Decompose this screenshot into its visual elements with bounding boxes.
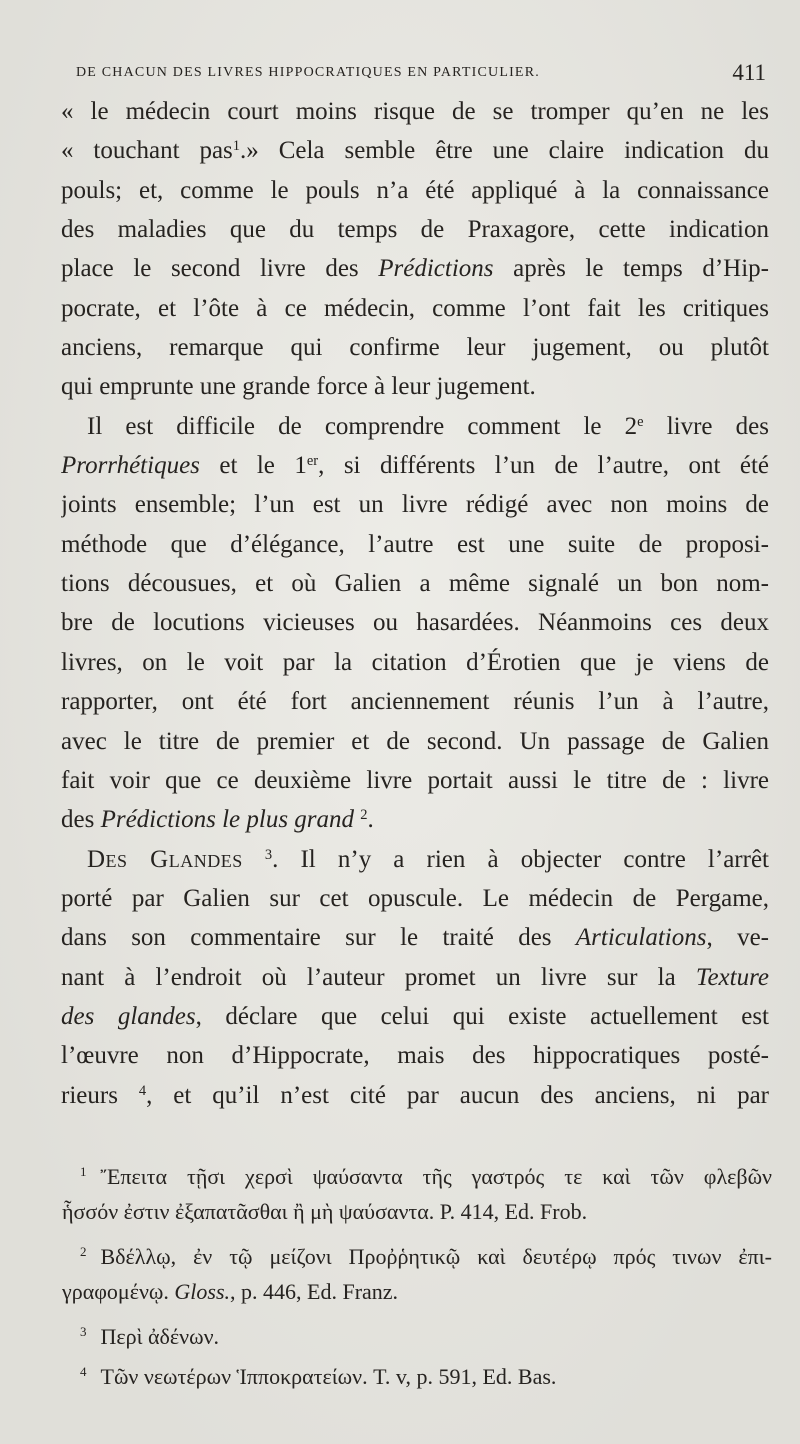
running-title: DE CHACUN DES LIVRES HIPPOCRATIQUES EN PARTICULIER. [76, 65, 540, 80]
text-line: « touchant pas$^1$.» Cela semble être une claire indication du [61, 137, 769, 165]
footnote-line [74, 1232, 772, 1272]
footnote-line [74, 1312, 772, 1352]
footnote-number: 2 [80, 1244, 87, 1259]
text-line: avec le titre de premier et de second. Un passage de Galien [61, 727, 769, 755]
text-line: des Prédictions le plus grand $^2$. [61, 806, 374, 834]
text-line: qui emprunte une grande force à leur jugement. [61, 373, 536, 401]
text-line: pocrate, et l’ôte à ce médecin, comme l’ont fait les critiques [61, 294, 769, 322]
text-line: nant à l’endroit où l’auteur promet un livre sur la Texture [61, 963, 769, 991]
text-line: « le médecin court moins risque de se tromper qu’en ne les [61, 98, 769, 125]
footnote-line [62, 1192, 772, 1232]
footnote-line [62, 1272, 772, 1312]
text-line: des maladies que du temps de Praxagore, cette indication [61, 216, 769, 244]
text-line: tions décousues, et où Galien a même signalé un bon nom- [61, 570, 769, 598]
text-line: Il est difficile de comprendre comment le 2e livre des [87, 412, 769, 440]
text-line: des glandes, déclare que celui qui existe actuellement est [61, 1002, 769, 1030]
footnote-text: γραφομένῳ. Gloss., p. 446, Ed. Franz. [62, 1279, 399, 1304]
footnote-text: Βδέλλῳ, ἐν τῷ μείζονι Προῤῥητικῷ καὶ δευτέρῳ πρός τινων ἐπι- [100, 1243, 772, 1269]
text-line: Prorrhétiques et le 1er, si différents l’un de l’autre, ont été [61, 452, 769, 480]
text-line: joints ensemble; l’un est un livre rédigé avec non moins de [61, 491, 769, 519]
text-line: fait voir que ce deuxième livre portait aussi le titre de : livre [61, 766, 769, 794]
footnotes [62, 1152, 772, 1392]
text-line: pouls; et, comme le pouls n’a été appliqué à la connaissance [61, 176, 769, 204]
footnote-line [74, 1352, 772, 1392]
text-line: méthode que d’élégance, l’autre est une suite de proposi- [61, 530, 769, 558]
text-line: l’œuvre non d’Hippocrate, mais des hippocratiques posté- [61, 1042, 769, 1070]
footnote-text: ἧσσόν ἐστιν ἐξαπατᾶσθαι ἢ μὴ ψαύσαντα. P. 414, Ed. Frob. [62, 1199, 588, 1224]
text-line: bre de locutions vicieuses ou hasardées. Néanmoins ces deux [61, 609, 769, 637]
text-line: Des Glandes $^3$. Il n’y a rien à objecter contre l’arrêt [87, 845, 769, 873]
footnote-number: 4 [80, 1364, 87, 1379]
footnote-text: Περὶ ἀδένων. [100, 1323, 220, 1349]
text-line: livres, on le voit par la citation d’Érotien que je viens de [61, 648, 769, 676]
text-line: rapporter, ont été fort anciennement réunis l’un à l’autre, [61, 688, 769, 716]
footnote-number: 1 [80, 1164, 87, 1179]
text-line: dans son commentaire sur le traité des Articulations, ve- [61, 924, 769, 952]
footnote-text: Ἔπειτα τῇσι χερσὶ ψαύσαντα τῆς γαστρός τε καὶ τῶν φλεβῶν [100, 1163, 772, 1189]
text-line: rieurs $^4$, et qu’il n’est cité par aucun des anciens, ni par [61, 1081, 769, 1109]
footnote-text: Τῶν νεωτέρων Ἱπποκρατείων. T. v, p. 591, Ed. Bas. [100, 1363, 557, 1389]
body-text [61, 92, 769, 1115]
footnote-number: 3 [80, 1324, 87, 1339]
running-head [76, 62, 766, 86]
footnote-line [74, 1152, 772, 1192]
text-line: porté par Galien sur cet opuscule. Le médecin de Pergame, [61, 884, 769, 912]
page-number: 411 [732, 60, 766, 85]
text-line: place le second livre des Prédictions après le temps d’Hip- [61, 255, 769, 283]
text-line: anciens, remarque qui confirme leur jugement, ou plutôt [61, 334, 769, 362]
